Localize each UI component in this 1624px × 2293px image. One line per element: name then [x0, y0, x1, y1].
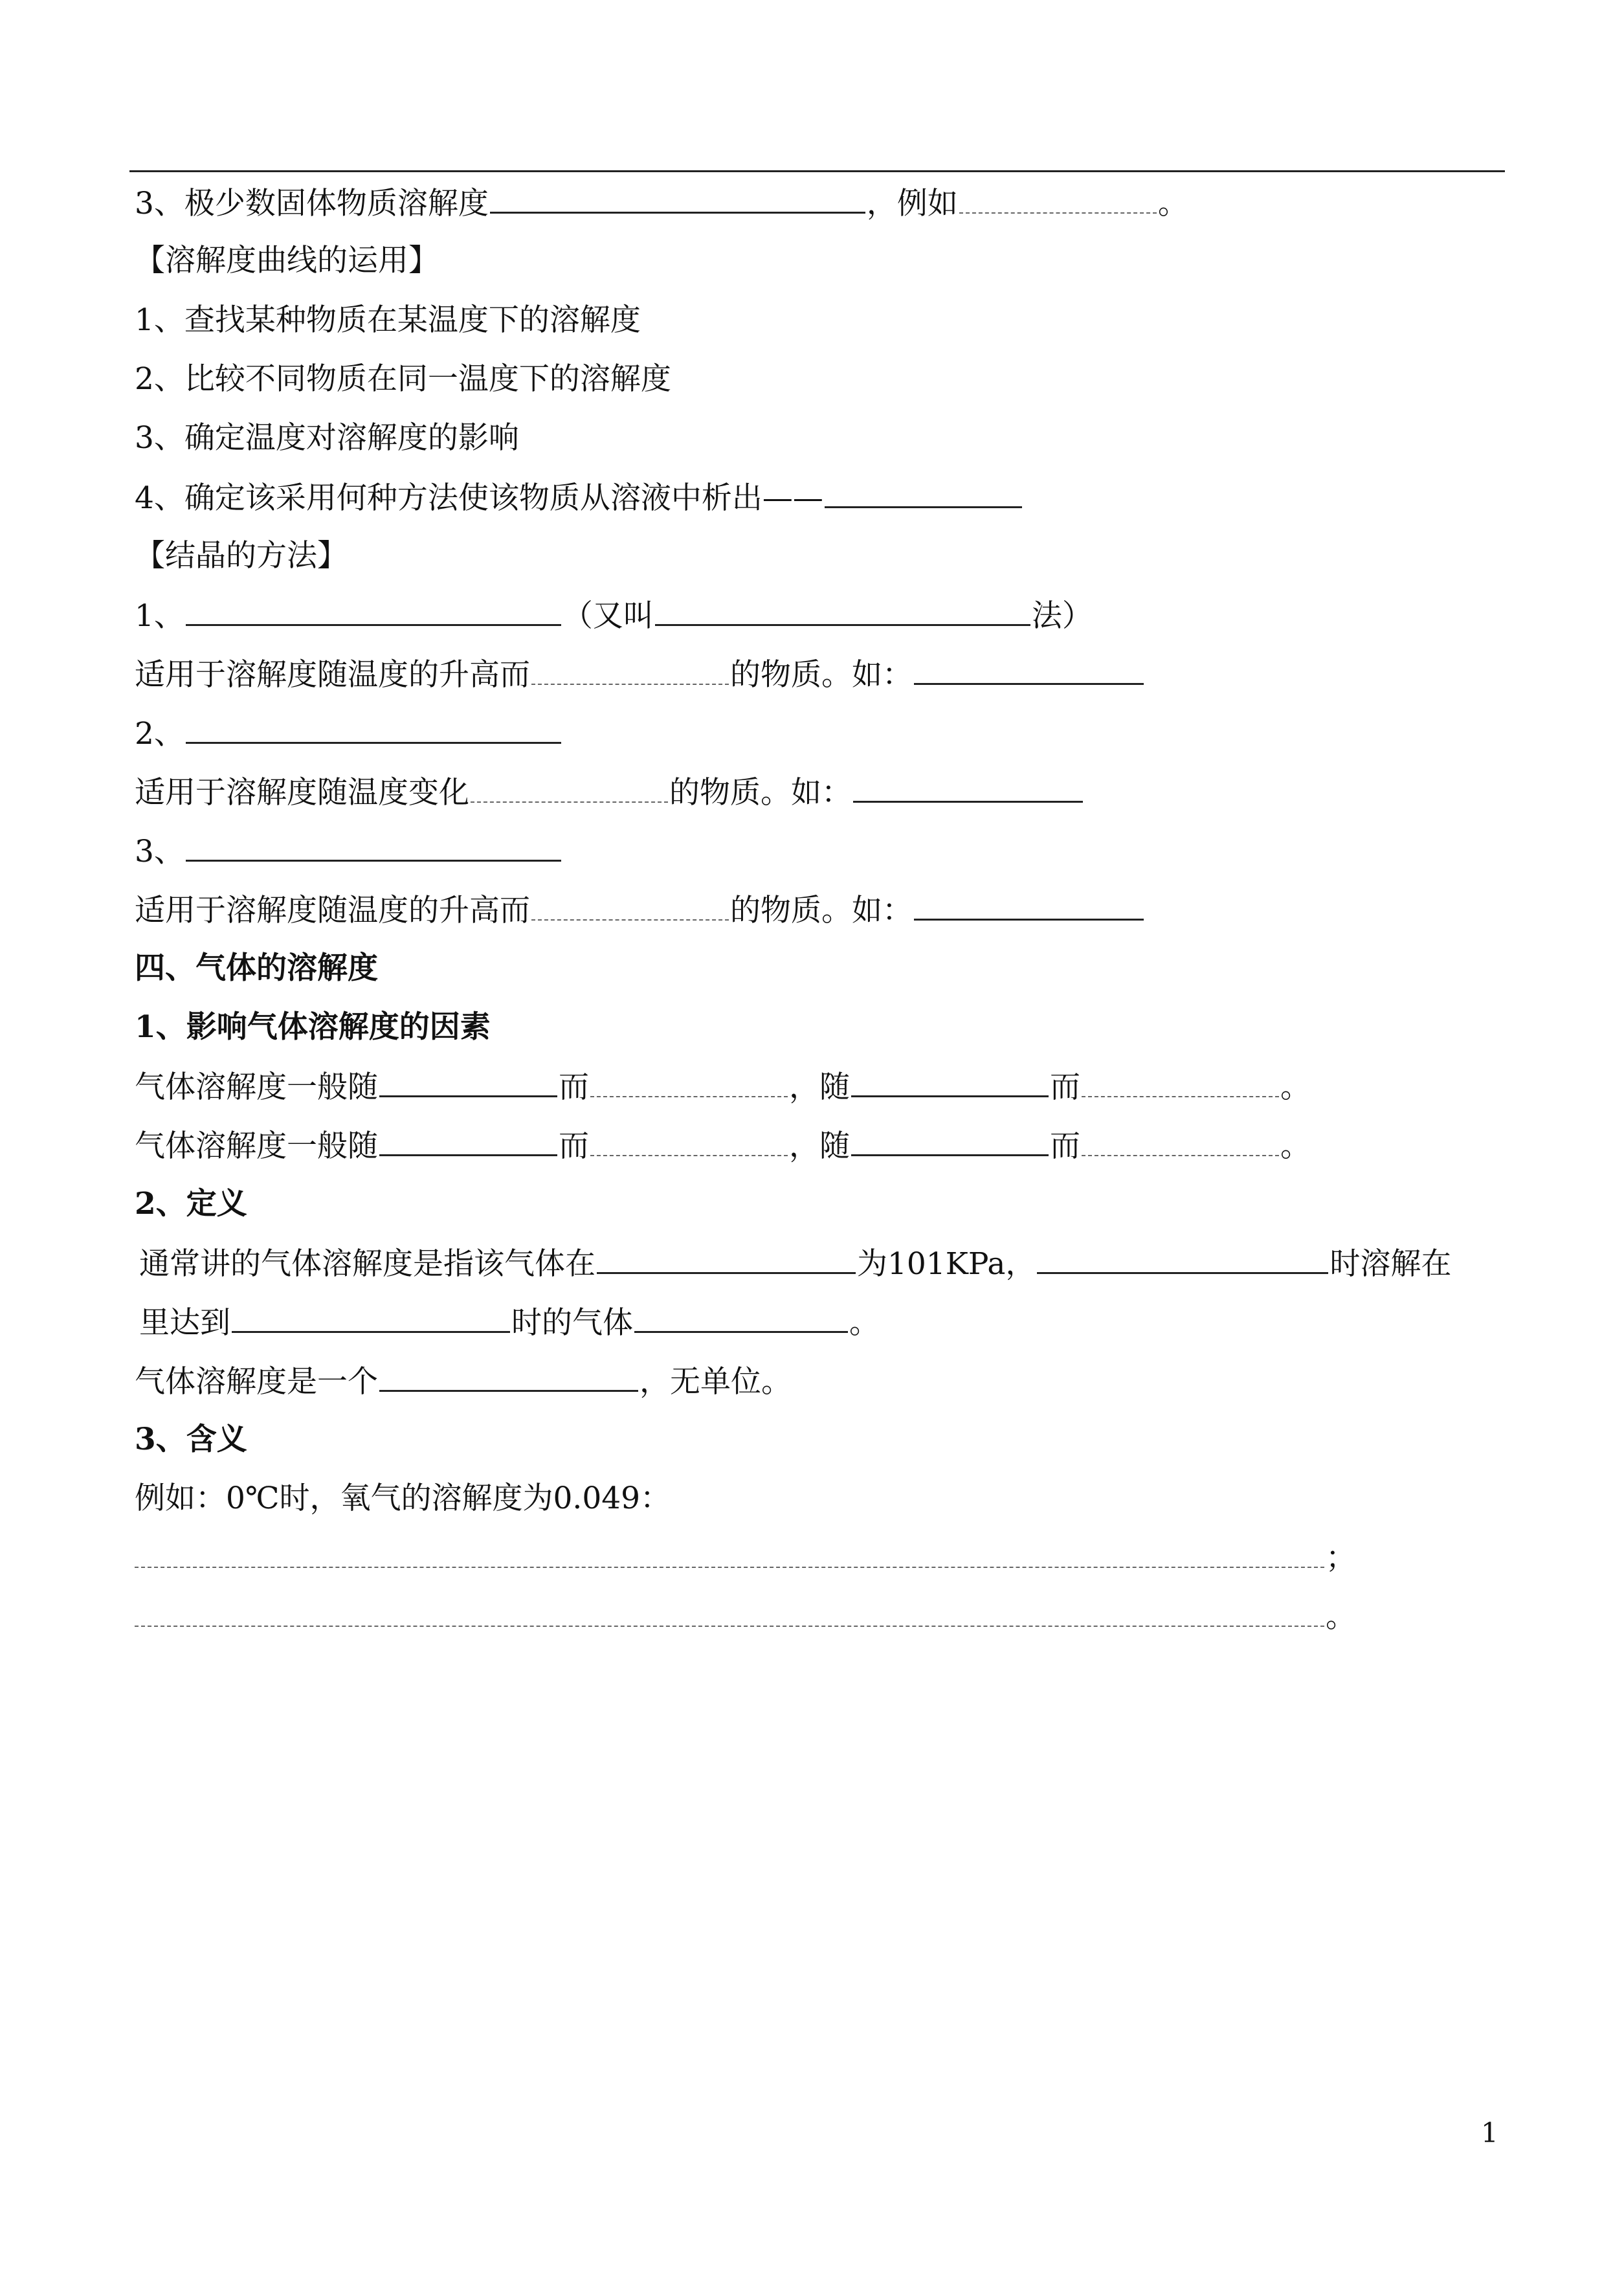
curve-item-4: 4、确定该采用何种方法使该物质从溶液中析出—— [135, 478, 1023, 518]
section-gas-solubility: 四、气体的溶解度 [135, 950, 378, 986]
line-rare-solubility: 3、极少数固体物质溶解度 ，例如 。 [135, 183, 1188, 223]
answer-blank[interactable] [959, 184, 1157, 214]
answer-blank[interactable] [655, 596, 1030, 626]
cryst-method-1: 1、 （又叫 法） [135, 596, 1093, 636]
cryst-method-2: 2、 [135, 713, 562, 754]
header-rule [129, 170, 1505, 172]
answer-blank[interactable] [853, 772, 1083, 803]
meaning-example: 例如：0℃时，氧气的溶解度为0.049： [135, 1481, 671, 1516]
curve-item-2: 2、比较不同物质在同一温度下的溶解度 [135, 361, 671, 397]
meaning-answer-line-1: ； [135, 1538, 1356, 1578]
answer-blank[interactable] [1082, 1126, 1279, 1156]
answer-blank[interactable] [597, 1244, 856, 1274]
answer-blank[interactable] [490, 183, 865, 214]
heading-curve-use: 【溶解度曲线的运用】 [135, 243, 439, 278]
definition-line-1: 通常讲的气体溶解度是指该气体在 为101KPa， 时溶解在 [139, 1244, 1451, 1284]
answer-blank[interactable] [531, 891, 729, 921]
answer-blank[interactable] [590, 1068, 788, 1097]
answer-blank[interactable] [135, 1538, 1324, 1568]
answer-blank[interactable] [531, 655, 729, 685]
definition-line-3: 气体溶解度是一个 ，无单位。 [135, 1361, 792, 1402]
cryst-method-1-use: 适用于溶解度随温度的升高而 的物质。如： [135, 654, 1145, 695]
answer-blank[interactable] [186, 831, 561, 862]
answer-blank[interactable] [851, 1067, 1049, 1097]
answer-blank[interactable] [825, 478, 1022, 508]
curve-item-1: 1、查找某种物质在某温度下的溶解度 [135, 302, 641, 338]
subheading-meaning: 3、含义 [135, 1422, 247, 1457]
cryst-method-3: 3、 [135, 831, 562, 871]
subheading-factors: 1、影响气体溶解度的因素 [135, 1009, 491, 1045]
answer-blank[interactable] [1037, 1244, 1328, 1274]
answer-blank[interactable] [379, 1361, 638, 1392]
answer-blank[interactable] [379, 1067, 557, 1097]
answer-blank[interactable] [634, 1303, 848, 1333]
answer-blank[interactable] [186, 596, 561, 626]
definition-line-2: 里达到 时的气体 。 [139, 1303, 880, 1343]
meaning-answer-line-2: 。 [135, 1597, 1356, 1637]
curve-item-3: 3、确定温度对溶解度的影响 [135, 420, 519, 456]
answer-blank[interactable] [135, 1597, 1324, 1627]
answer-blank[interactable] [851, 1126, 1049, 1156]
gas-factor-line-1: 气体溶解度一般随 而 ，随 而 。 [135, 1067, 1311, 1107]
answer-blank[interactable] [379, 1126, 557, 1156]
answer-blank[interactable] [232, 1303, 510, 1333]
answer-blank[interactable] [590, 1126, 788, 1156]
cryst-method-2-use: 适用于溶解度随温度变化 的物质。如： [135, 772, 1084, 812]
answer-blank[interactable] [914, 654, 1144, 685]
subheading-definition: 2、定义 [135, 1186, 247, 1222]
page-number: 1 [1481, 2117, 1498, 2149]
answer-blank[interactable] [186, 713, 561, 744]
gas-factor-line-2: 气体溶解度一般随 而 ，随 而 。 [135, 1126, 1311, 1166]
answer-blank[interactable] [1082, 1068, 1279, 1097]
heading-crystallization: 【结晶的方法】 [135, 538, 348, 574]
answer-blank[interactable] [471, 773, 668, 803]
answer-blank[interactable] [914, 890, 1144, 921]
cryst-method-3-use: 适用于溶解度随温度的升高而 的物质。如： [135, 890, 1145, 930]
